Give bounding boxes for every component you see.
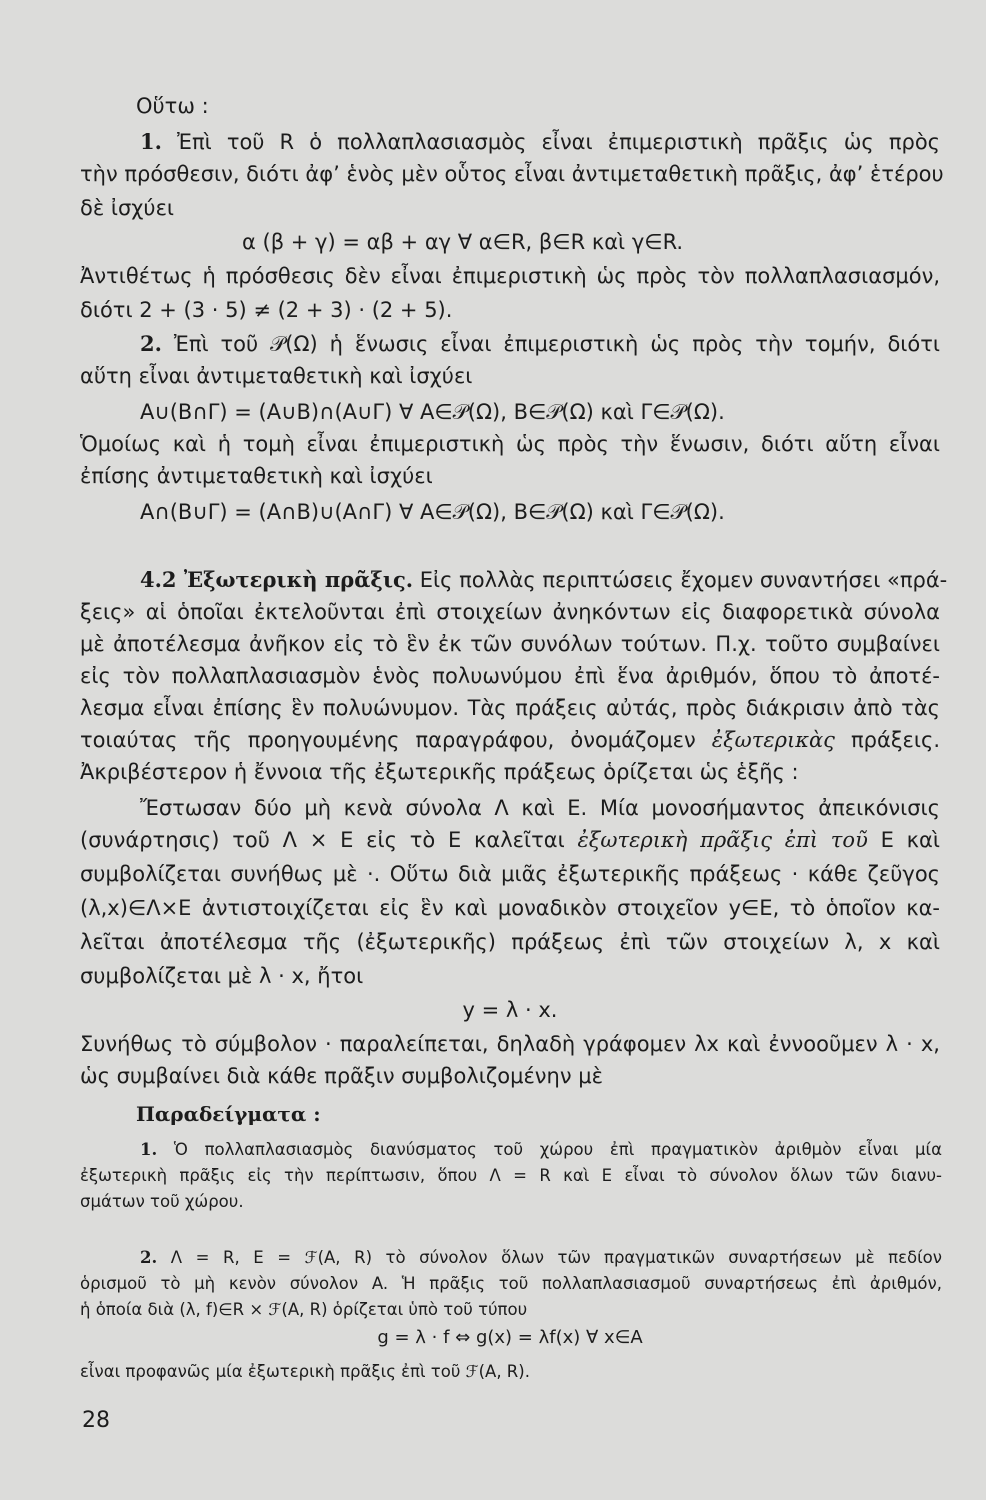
formula: g = λ · f ⇔ g(x) = λf(x) ∀ x∈A <box>377 1327 643 1348</box>
text-line: Ὁμοίως καὶ ἡ τομὴ εἶναι ἐπιμεριστικὴ ὡς πρὸς τὴν ἕνωσιν, διότι αὕτη εἶναι <box>80 432 940 456</box>
text-line: διότι 2 + (3 · 5) ≠ (2 + 3) · (2 + 5). <box>80 298 453 322</box>
text-line: αὕτη εἶναι ἀντιμεταθετικὴ καὶ ἰσχύει <box>80 364 473 388</box>
line-text: Ὁ πολλαπλασιασμὸς διανύσματος τοῦ χώρου ἐπὶ πραγματικὸν ἀριθμὸν εἶναι μία <box>173 1140 942 1159</box>
item-number: 1. <box>140 129 162 154</box>
line-text: Λ = R, E = ℱ(A, R) τὸ σύνολον ὅλων τῶν πραγματικῶν συναρτήσεων μὲ πεδίον <box>170 1248 942 1267</box>
formula: A∪(B∩Γ) = (A∪B)∩(A∪Γ) ∀ A∈𝒫(Ω), B∈𝒫(Ω) καὶ Γ∈𝒫(Ω). <box>140 400 725 424</box>
text-line: μὲ ἀποτέλεσμα ἀνῆκον εἰς τὸ ἓν ἐκ τῶν συνόλων τούτων. Π.χ. τοῦτο συμβαίνει <box>80 632 940 656</box>
text-line <box>140 1246 942 1270</box>
text-line: ὡς συμβαίνει διὰ κάθε πρᾶξιν συμβολιζομένην μὲ <box>80 1064 603 1088</box>
page-number: 28 <box>82 1408 110 1433</box>
line-text: Ἐπὶ τοῦ 𝒫(Ω) ἡ ἕνωσις εἶναι ἐπιμεριστικὴ ὡς πρὸς τὴν τομήν, διότι <box>173 332 940 356</box>
text-line: δὲ ἰσχύει <box>80 196 175 220</box>
text-line: ὁρισμοῦ τὸ μὴ κενὸν σύνολον A. Ἡ πρᾶξις τοῦ πολλαπλασιασμοῦ συναρτήσεως ἐπὶ ἀριθμόν, <box>80 1274 942 1293</box>
text-line <box>80 826 940 854</box>
text-line <box>140 128 940 156</box>
text-line: Συνήθως τὸ σύμβολον · παραλείπεται, δηλαδὴ γράφομεν λx καὶ ἐννοοῦμεν λ · x, <box>80 1032 940 1056</box>
text-line <box>80 726 940 754</box>
item-number: 2. <box>140 1248 158 1267</box>
text-line: Ἀκριβέστερον ἡ ἔννοια τῆς ἐξωτερικῆς πράξεως ὁρίζεται ὡς ἑξῆς : <box>80 760 799 784</box>
text-line: λεσμα εἶναι ἐπίσης ἓν πολυώνυμον. Τὰς πράξεις αὐτάς, πρὸς διάκρισιν ἀπὸ τὰς <box>80 696 940 720</box>
text-line: ἡ ὁποία διὰ (λ, f)∈R × ℱ(A, R) ὁρίζεται ὑπὸ τοῦ τύπου <box>80 1300 528 1319</box>
text-line: ἐξωτερικὴ πρᾶξις εἰς τὴν περίπτωσιν, ὅπου Λ = R καὶ E εἶναι τὸ σύνολον ὅλων τῶν διανυ- <box>80 1166 942 1185</box>
item-number: 2. <box>140 331 162 356</box>
text-line: ἐπίσης ἀντιμεταθετικὴ καὶ ἰσχύει <box>80 464 433 488</box>
text-line: τὴν πρόσθεσιν, διότι ἀφ’ ἑνὸς μὲν οὗτος εἶναι ἀντιμεταθετικὴ πρᾶξις, ἀφ’ ἑτέρου <box>80 162 944 186</box>
line-text: τοιαύτας τῆς προηγουμένης παραγράφου, ὀνομάζομεν <box>80 728 696 752</box>
text-line: συμβολίζεται μὲ λ · x, ἤτοι <box>80 964 364 988</box>
line-text: πράξεις. <box>851 728 940 752</box>
line-text: (συνάρτησις) τοῦ Λ × E εἰς τὸ E καλεῖται <box>80 828 565 852</box>
formula: y = λ · x. <box>462 998 558 1022</box>
line-text: Ἐπὶ τοῦ R ὁ πολλαπλασιασμὸς εἶναι ἐπιμεριστικὴ πρᾶξις ὡς πρὸς <box>177 130 941 154</box>
line-text: E καὶ <box>880 828 940 852</box>
text-line: ξεις» αἱ ὁποῖαι ἐκτελοῦνται ἐπὶ στοιχείων ἀνηκόντων εἰς διαφορετικὰ σύνολα <box>80 600 940 624</box>
formula: A∩(B∪Γ) = (A∩B)∪(A∩Γ) ∀ A∈𝒫(Ω), B∈𝒫(Ω) καὶ Γ∈𝒫(Ω). <box>140 500 725 524</box>
examples-heading: Παραδείγματα : <box>136 1102 321 1126</box>
text-line <box>140 330 940 358</box>
text-line: Ἀντιθέτως ἡ πρόσθεσις δὲν εἶναι ἐπιμεριστικὴ ὡς πρὸς τὸν πολλαπλασιασμόν, <box>80 264 940 288</box>
text-line: Ἔστωσαν δύο μὴ κενὰ σύνολα Λ καὶ E. Μία μονοσήμαντος ἀπεικόνισις <box>140 796 940 820</box>
line-text: Εἰς πολλὰς περιπτώσεις ἔχομεν συναντήσει «πρά- <box>419 568 948 592</box>
text-line <box>140 1138 942 1162</box>
section-heading-line <box>140 566 948 594</box>
text-line: συμβολίζεται συνήθως μὲ ·. Οὕτω διὰ μιᾶς ἐξωτερικῆς πράξεως · κάθε ζεῦγος <box>80 862 940 886</box>
text-line: Οὕτω : <box>136 94 209 118</box>
text-line: εἶναι προφανῶς μία ἐξωτερικὴ πρᾶξις ἐπὶ τοῦ ℱ(A, R). <box>80 1362 530 1381</box>
formula: α (β + γ) = αβ + αγ ∀ α∈R, β∈R καὶ γ∈R. <box>242 230 684 254</box>
section-heading: 4.2 Ἐξωτερικὴ πρᾶξις. <box>140 567 414 592</box>
text-line: εἰς τὸν πολλαπλασιασμὸν ἑνὸς πολυωνύμου ἐπὶ ἕνα ἀριθμόν, ὅπου τὸ ἀποτέ- <box>80 664 940 688</box>
text-line: σμάτων τοῦ χώρου. <box>80 1192 244 1211</box>
text-line: (λ,x)∈Λ×E ἀντιστοιχίζεται εἰς ἓν καὶ μοναδικὸν στοιχεῖον y∈E, τὸ ὁποῖον κα- <box>80 896 940 920</box>
italic-term: ἐξωτερικὰς <box>711 728 835 752</box>
italic-term: ἐξωτερικὴ πρᾶξις ἐπὶ τοῦ <box>577 828 868 852</box>
text-line: λεῖται ἀποτέλεσμα τῆς (ἐξωτερικῆς) πράξεως ἐπὶ τῶν στοιχείων λ, x καὶ <box>80 930 940 954</box>
item-number: 1. <box>140 1140 158 1159</box>
